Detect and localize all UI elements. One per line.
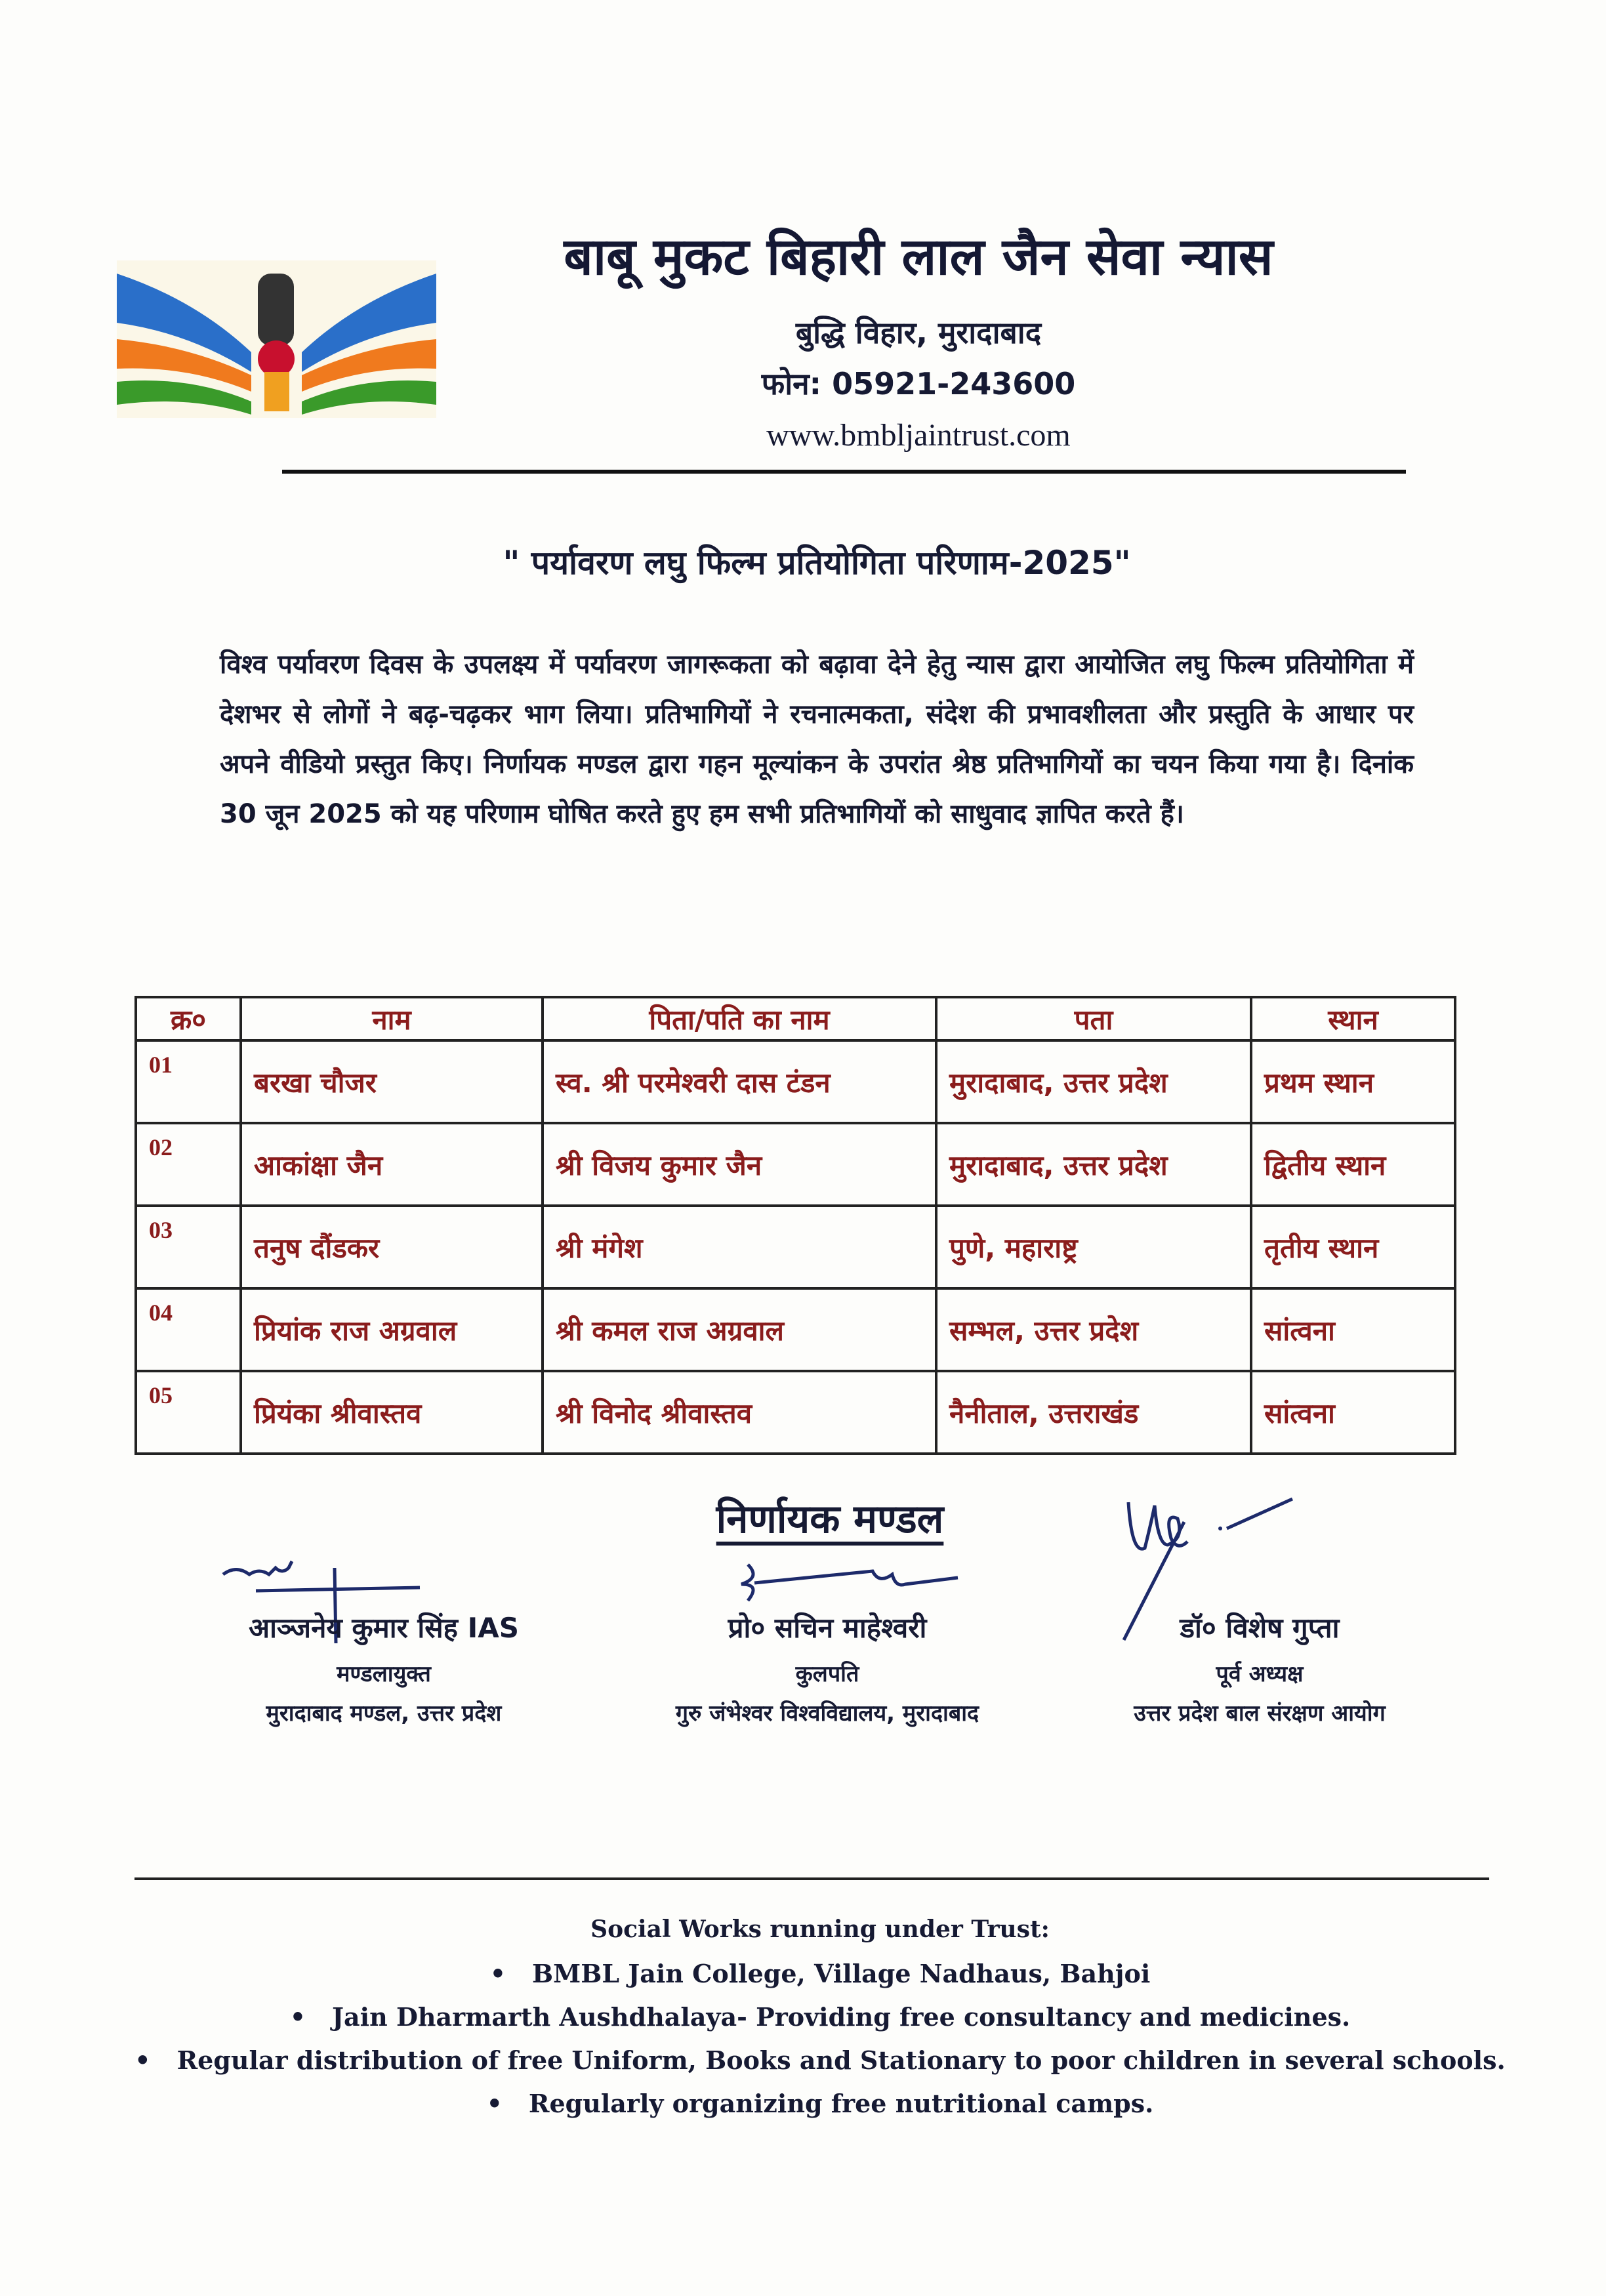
cell-guardian-name: श्री विनोद श्रीवास्तव	[543, 1371, 936, 1454]
cell-position: सांत्वना	[1251, 1371, 1455, 1454]
cell-serial: 01	[136, 1040, 241, 1123]
header-address: पता	[936, 997, 1251, 1040]
footer-social-works	[98, 1916, 1542, 2125]
cell-address: सम्भल, उत्तर प्रदेश	[936, 1288, 1251, 1371]
table-row	[136, 1206, 1455, 1288]
cell-serial: 03	[136, 1206, 241, 1288]
cell-guardian-name: श्री विजय कुमार जैन	[543, 1123, 936, 1206]
cell-position: प्रथम स्थान	[1251, 1040, 1455, 1123]
judge-org: गुरु जंभेश्वर विश्वविद्यालय, मुरादाबाद	[675, 1700, 979, 1727]
trust-logo	[117, 260, 436, 418]
judge-designation: मण्डलायुक्त	[337, 1661, 431, 1687]
cell-name: प्रियांक राज अग्रवाल	[241, 1288, 543, 1371]
results-table	[134, 996, 1456, 1455]
judge-designation: कुलपति	[795, 1661, 859, 1687]
judge-block	[604, 1609, 1050, 1727]
cell-address: मुरादाबाद, उत्तर प्रदेश	[936, 1123, 1251, 1206]
cell-name: आकांक्षा जैन	[241, 1123, 543, 1206]
announcement-paragraph: विश्व पर्यावरण दिवस के उपलक्ष्य में पर्यावरण जागरूकता को बढ़ावा देने हेतु न्यास द्वारा आयोजित लघु फिल्म प्रतियोगिता में देशभर से लोगों ने बढ़-चढ़कर भाग लिया। प्रतिभागियों ने रचनात्मकता, संदेश की प्रभावशीलता और प्रस्तुति के आधार पर अपने वीडियो प्रस्तुत किए। निर्णायक मण्डल द्वारा गहन मूल्यांकन के उपरांत श्रेष्ठ प्रतिभागियों का चयन किया गया है। दिनांक 30 जून 2025 को यह परिणाम घोषित करते हुए हम सभी प्रतिभागियों को साधुवाद ज्ञापित करते हैं।	[220, 649, 1414, 829]
document-heading: " पर्यावरण लघु फिल्म प्रतियोगिता परिणाम-2025"	[503, 544, 1131, 582]
judge-name: डॉ० विशेष गुप्ता	[1180, 1612, 1340, 1644]
judge-name: आञ्जनेय कुमार सिंह IAS	[248, 1612, 519, 1644]
header-name: नाम	[241, 997, 543, 1040]
header-position: स्थान	[1251, 997, 1455, 1040]
cell-name: बरखा चौजर	[241, 1040, 543, 1123]
table-row	[136, 1123, 1455, 1206]
cell-serial: 02	[136, 1123, 241, 1206]
org-name: बाबू मुकट बिहारी लाल जैन सेवा न्यास	[564, 228, 1273, 287]
judge-org: उत्तर प्रदेश बाल संरक्षण आयोग	[1134, 1700, 1386, 1727]
footer-item: • Jain Dharmarth Aushdhalaya- Providing free consultancy and medicines.	[98, 1996, 1542, 2039]
cell-guardian-name: श्री मंगेश	[543, 1206, 936, 1288]
cell-position: तृतीय स्थान	[1251, 1206, 1455, 1288]
cell-address: मुरादाबाद, उत्तर प्रदेश	[936, 1040, 1251, 1123]
judge-block	[161, 1609, 607, 1727]
judge-org: मुरादाबाद मण्डल, उत्तर प्रदेश	[266, 1700, 502, 1727]
footer-divider	[134, 1877, 1489, 1880]
footer-item: • Regular distribution of free Uniform, Books and Stationary to poor children in several schools.	[98, 2039, 1542, 2082]
cell-serial: 04	[136, 1288, 241, 1371]
cell-serial: 05	[136, 1371, 241, 1454]
org-website: www.bmbljaintrust.com	[766, 418, 1071, 453]
signature-judge-2	[735, 1558, 971, 1610]
footer-item: • BMBL Jain College, Village Nadhaus, Bahjoi	[98, 1952, 1542, 1996]
cell-address: नैनीताल, उत्तराखंड	[936, 1371, 1251, 1454]
cell-position: द्वितीय स्थान	[1251, 1123, 1455, 1206]
org-phone: फोन: 05921-243600	[761, 366, 1076, 401]
header-divider	[282, 470, 1406, 474]
judge-block	[1037, 1609, 1483, 1727]
cell-position: सांत्वना	[1251, 1288, 1455, 1371]
table-row	[136, 1288, 1455, 1371]
cell-address: पुणे, महाराष्ट्र	[936, 1206, 1251, 1288]
table-row	[136, 1040, 1455, 1123]
cell-guardian-name: श्री कमल राज अग्रवाल	[543, 1288, 936, 1371]
cell-name: प्रियंका श्रीवास्तव	[241, 1371, 543, 1454]
judge-designation: पूर्व अध्यक्ष	[1216, 1661, 1304, 1687]
judge-name: प्रो० सचिन माहेश्वरी	[728, 1612, 927, 1644]
footer-item: • Regularly organizing free nutritional camps.	[98, 2082, 1542, 2125]
header-guardian-name: पिता/पति का नाम	[543, 997, 936, 1040]
org-address: बुद्धि विहार, मुरादाबाद	[795, 315, 1042, 350]
header-serial: क्र०	[136, 997, 241, 1040]
table-header-row	[136, 997, 1455, 1040]
cell-guardian-name: स्व. श्री परमेश्वरी दास टंडन	[543, 1040, 936, 1123]
cell-name: तनुष दौंडकर	[241, 1206, 543, 1288]
judges-title: निर्णायक मण्डल	[716, 1496, 944, 1542]
table-row	[136, 1371, 1455, 1454]
footer-title: Social Works running under Trust:	[590, 1916, 1050, 1943]
